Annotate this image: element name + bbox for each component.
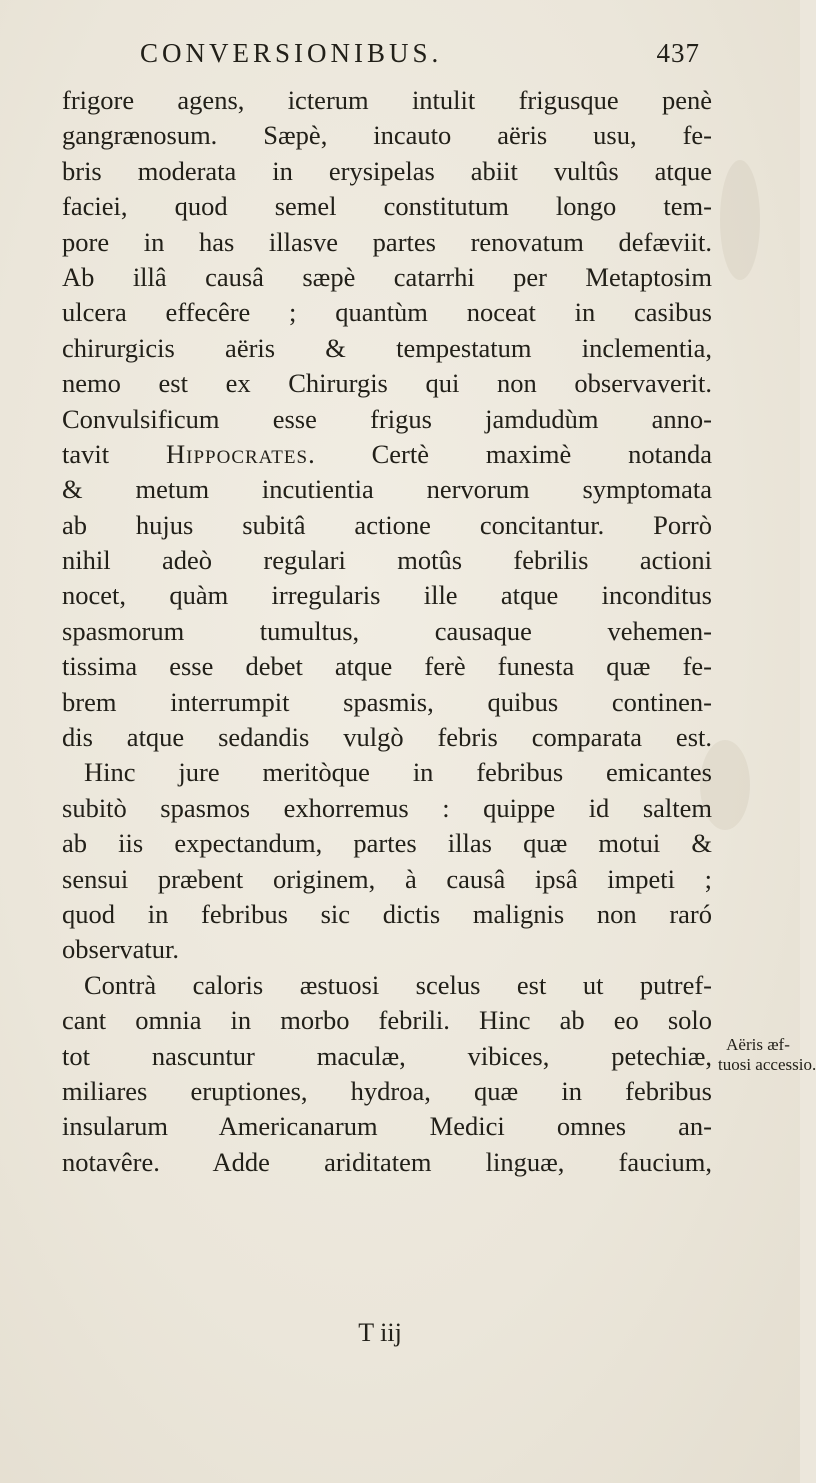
text-line: tavit Hippocrates. Certè maximè notanda — [62, 438, 712, 469]
author-name: Hippocrates — [166, 438, 309, 469]
text-line: subitò spasmos exhorremus : quippe id saltem — [62, 792, 712, 823]
text-line: frigore agens, icterum intulit frigusque penè — [62, 85, 712, 115]
text-line: Contrà caloris æstuosi scelus est ut putref- — [84, 969, 712, 1000]
text-line: Hinc jure meritòque in febribus emicantes — [84, 757, 712, 788]
text-line: dis atque sedandis vulgò febris comparata est. — [62, 722, 712, 753]
text-line: ab iis expectandum, partes illas quæ motui & — [62, 828, 712, 859]
text-line: gangrænosum. Sæpè, incauto aëris usu, fe- — [62, 120, 712, 151]
text-line: chirurgicis aëris & tempestatum inclementia, — [62, 332, 712, 363]
running-title: CONVERSIONIBUS. — [140, 38, 443, 68]
text-line: nocet, quàm irregularis ille atque inconditus — [62, 580, 712, 611]
text-line: ulcera effecêre ; quantùm noceat in casibus — [62, 297, 712, 328]
text-line: notavêre. Adde ariditatem linguæ, faucium, — [62, 1146, 712, 1177]
marginal-note-line: tuosi accessio. — [718, 1055, 816, 1074]
paper-stain — [720, 160, 760, 280]
text-line: tissima esse debet atque ferè funesta quæ fe- — [62, 651, 712, 682]
text-line: nemo est ex Chirurgis qui non observaverit. — [62, 368, 712, 399]
text-line: Convulsificum esse frigus jamdudùm anno- — [62, 403, 712, 434]
text-line: bris moderata in erysipelas abiit vultûs atque — [62, 155, 712, 186]
page-number: 437 — [656, 38, 700, 68]
text-line: tot nascuntur maculæ, vibices, petechiæ, — [62, 1040, 712, 1071]
signature-mark: T iij — [358, 1318, 402, 1347]
text-line: insularum Americanarum Medici omnes an- — [62, 1111, 712, 1142]
text-line: cant omnia in morbo febrili. Hinc ab eo solo — [62, 1005, 712, 1036]
marginal-note-line: Aëris æf- — [726, 1035, 790, 1054]
text-line: miliares eruptiones, hydroa, quæ in febribus — [62, 1075, 712, 1106]
text-line: pore in has illasve partes renovatum defæviit. — [62, 226, 712, 257]
text-line: observatur. — [62, 934, 180, 965]
marginal-note — [718, 1035, 816, 1075]
text-line: brem interrumpit spasmis, quibus continen- — [62, 686, 712, 717]
text-line: ab hujus subitâ actione concitantur. Porrò — [62, 509, 712, 540]
running-head — [140, 38, 700, 78]
body-text — [62, 83, 712, 1180]
text-line: Ab illâ causâ sæpè catarrhi per Metaptosim — [62, 261, 712, 292]
text-line: quod in febribus sic dictis malignis non raró — [62, 898, 712, 929]
text-line: sensui præbent originem, à causâ ipsâ impeti ; — [62, 863, 712, 894]
text-line: & metum incutientia nervorum symptomata — [62, 474, 712, 505]
text-line: spasmorum tumultus, causaque vehemen- — [62, 615, 712, 646]
text-line: faciei, quod semel constitutum longo tem- — [62, 191, 712, 222]
text-line: nihil adeò regulari motûs febrilis actioni — [62, 545, 712, 576]
